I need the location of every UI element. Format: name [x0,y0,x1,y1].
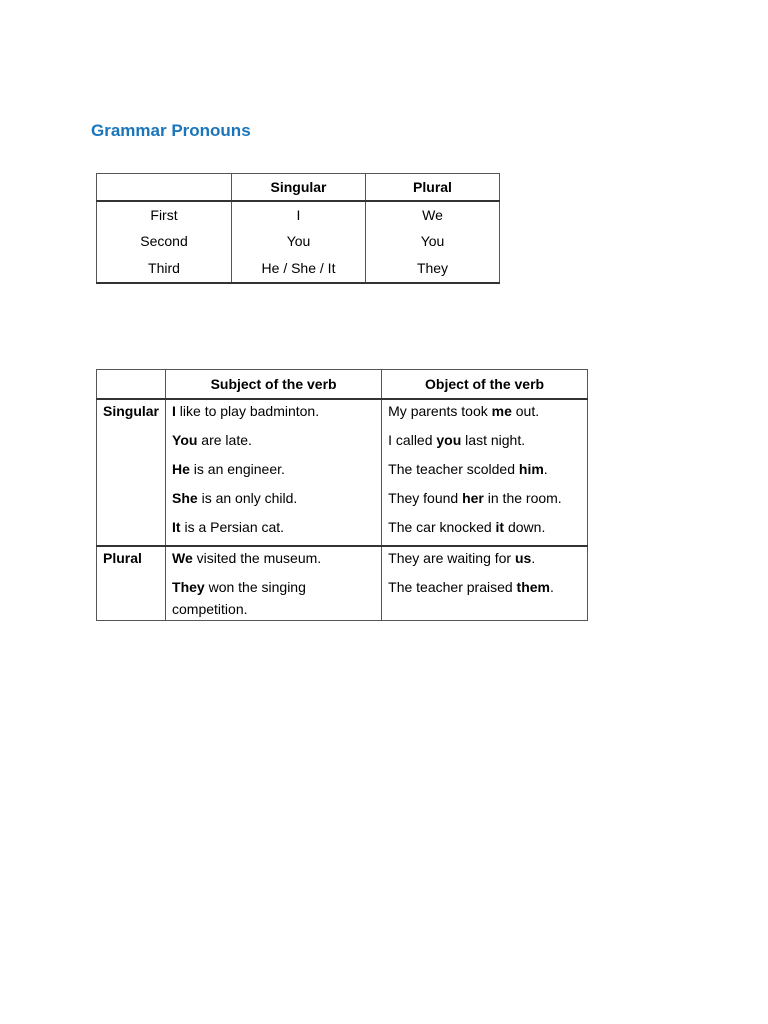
object-pronoun: it [495,519,505,535]
object-post: . [543,461,548,477]
table-header-row [97,370,588,400]
header-cell [97,174,232,202]
subject-rest: is an engineer. [189,461,285,477]
person-cell: First [97,201,232,228]
subject-example [166,576,382,621]
person-cell: Third [97,254,232,283]
table-row [97,516,588,546]
table-row [97,576,588,621]
object-pre: They are waiting for [388,550,515,566]
subject-example [166,487,382,516]
table-row [97,254,500,283]
subject-pronoun: They [172,579,205,595]
table-row [97,201,500,228]
table-row [97,487,588,516]
subject-pronoun: We [172,550,193,566]
singular-cell: You [232,228,366,254]
group-label-plural: Plural [97,546,166,621]
table-row [97,228,500,254]
object-pronoun: him [518,461,544,477]
subject-pronoun: I [172,403,176,419]
subject-object-table [96,369,588,621]
subject-pronoun: You [172,432,198,448]
table-row [97,399,588,429]
plural-cell: You [366,228,500,254]
object-post: last night. [461,432,526,448]
subject-pronoun: It [172,519,181,535]
object-post: down. [504,519,546,535]
header-cell: Plural [366,174,500,202]
subject-rest: like to play badminton. [175,403,320,419]
object-example [382,576,588,621]
table-row [97,458,588,487]
object-pronoun: them [516,579,550,595]
object-post: in the room. [483,490,562,506]
person-cell: Second [97,228,232,254]
object-pre: My parents took [388,403,492,419]
subject-example [166,546,382,576]
subject-pronoun: He [172,461,190,477]
subject-rest: are late. [197,432,252,448]
subject-example [166,516,382,546]
object-example [382,458,588,487]
object-example [382,546,588,576]
plural-cell: They [366,254,500,283]
object-pre: They found [388,490,463,506]
header-cell: Singular [232,174,366,202]
header-cell: Subject of the verb [166,370,382,400]
object-post: out. [511,403,540,419]
subject-pronoun: She [172,490,198,506]
subject-rest: is a Persian cat. [180,519,285,535]
object-pronoun: me [491,403,512,419]
table-row [97,429,588,458]
subject-rest: visited the museum. [192,550,322,566]
subject-example [166,399,382,429]
plural-cell: We [366,201,500,228]
object-example [382,516,588,546]
header-cell: Object of the verb [382,370,588,400]
object-post: . [531,550,536,566]
object-pre: I called [388,432,437,448]
subject-rest: won the singing competition. [172,579,306,617]
singular-cell: He / She / It [232,254,366,283]
person-pronoun-table [96,173,500,284]
object-example [382,487,588,516]
subject-rest: is an only child. [197,490,298,506]
object-pre: The car knocked [388,519,496,535]
object-post: . [550,579,554,595]
object-pronoun: us [514,550,532,566]
object-pronoun: you [436,432,462,448]
object-example [382,429,588,458]
table-row [97,546,588,576]
singular-cell: I [232,201,366,228]
object-pre: The teacher scolded [388,461,519,477]
group-label-singular: Singular [97,399,166,546]
object-pre: The teacher praised [388,579,517,595]
object-pronoun: her [462,490,484,506]
subject-example [166,429,382,458]
object-example [382,399,588,429]
table-header-row [97,174,500,202]
header-cell [97,370,166,400]
subject-example [166,458,382,487]
page-title: Grammar Pronouns [91,121,251,140]
